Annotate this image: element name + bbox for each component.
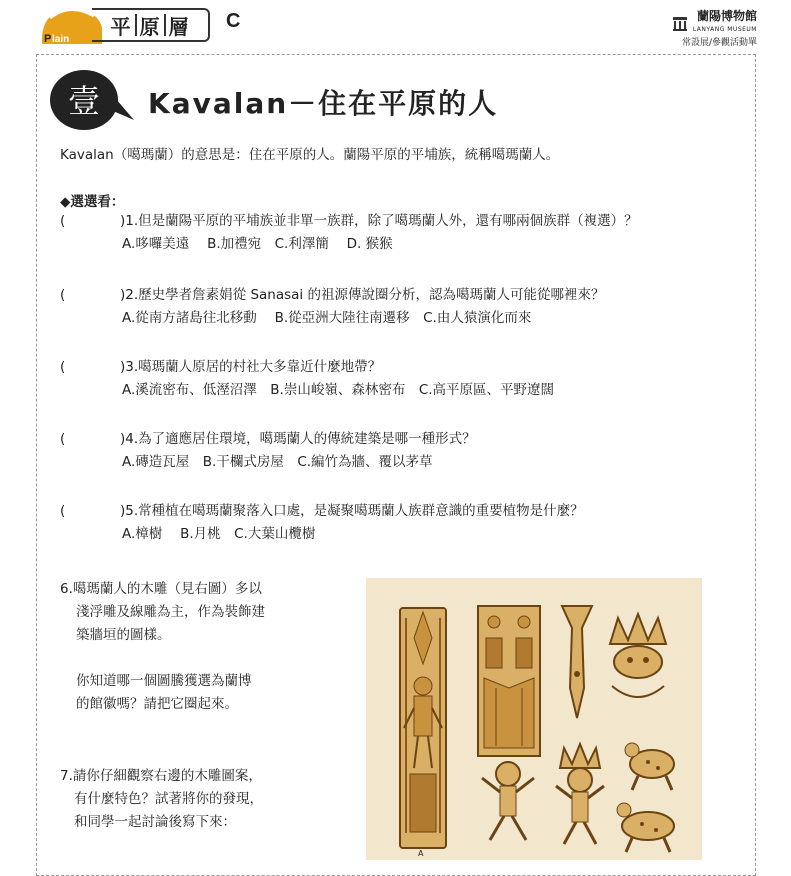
q6-line: 淺浮雕及線雕為主，作為裝飾建 (76, 604, 265, 620)
q6-line: 的館徽嗎？請把它圈起來。 (76, 696, 238, 712)
question-options: A.從南方諸島往北移動 B.從亞洲大陸往南遷移 C.由人猿演化而來 (122, 310, 532, 326)
q6-line: 築牆垣的圖樣。 (76, 627, 171, 643)
question-options: A.哆囉美遠 B.加禮宛 C.利澤簡 D. 猴猴 (122, 236, 393, 252)
wood-carving-illustration (366, 578, 702, 860)
worksheet-type: 常設展/參觀活動單 (681, 38, 757, 48)
museum-brand (672, 10, 757, 50)
question-options: A.樟樹 B.月桃 C.大葉山欖樹 (122, 526, 316, 542)
series-title (92, 8, 210, 42)
q7-line: 7.請你仔細觀察右邊的木雕圖案， (60, 768, 262, 784)
question-text: )4.為了適應居住環境，噶瑪蘭人的傳統建築是哪一種形式？ (120, 431, 476, 447)
question-text: )1.但是蘭陽平原的平埔族並非單一族群，除了噶瑪蘭人外，還有哪兩個族群（複選）？ (120, 213, 638, 229)
museum-logo-icon (672, 15, 688, 31)
title-char: 原 (139, 14, 161, 39)
carving-panel-b[interactable] (478, 606, 540, 756)
question-1 (60, 210, 638, 256)
section-badge-text: 壹 (67, 82, 101, 120)
museum-name-en: LANYANG MUSEUM (692, 26, 757, 33)
answer-blank[interactable]: ( (60, 503, 66, 519)
answer-blank[interactable]: ( (60, 213, 66, 229)
title-char: 層 (168, 14, 190, 39)
answer-blank[interactable]: ( (60, 359, 66, 375)
question-7 (60, 765, 263, 834)
q6-line: 你知道哪一個圖騰獲選為蘭博 (76, 673, 252, 689)
section-badge (44, 68, 138, 134)
svg-text:lain: lain (52, 34, 70, 45)
question-options: A.磚造瓦屋 B.干欄式房屋 C.編竹為牆、覆以茅草 (122, 454, 433, 470)
svg-text:P: P (44, 33, 52, 45)
section-title: Kavalan－住在平原的人 (148, 87, 499, 120)
question-text: )3.噶瑪蘭人原居的村社大多靠近什麼地帶？ (120, 359, 382, 375)
answer-blank[interactable]: ( (60, 287, 66, 303)
page-header (0, 0, 791, 52)
title-char: 平 (110, 14, 132, 39)
question-options: A.溪流密布、低溼沼澤 B.崇山峻嶺、森林密布 C.高平原區、平野遼闊 (122, 382, 555, 398)
question-4 (60, 428, 476, 474)
q7-line: 和同學一起討論後寫下來： (74, 814, 236, 830)
quiz-subhead: ◆選選看： (60, 194, 125, 210)
intro-text: Kavalan（噶瑪蘭）的意思是：住在平原的人。蘭陽平原的平埔族，統稱噶瑪蘭人。 (60, 147, 560, 163)
carving-post-a[interactable] (400, 608, 446, 858)
question-3 (60, 356, 554, 402)
q6-line: 6.噶瑪蘭人的木雕（見右圖）多以 (60, 581, 262, 597)
carving-caption: A (418, 849, 424, 858)
question-5 (60, 500, 584, 546)
answer-blank[interactable]: ( (60, 431, 66, 447)
question-6 (60, 578, 265, 716)
museum-name: 蘭陽博物館 (696, 9, 757, 23)
question-text: )2.歷史學者詹素娟從 Sanasai 的祖源傳說圈分析，認為噶瑪蘭人可能從哪裡來？ (120, 287, 605, 303)
question-text: )5.常種植在噶瑪蘭聚落入口處，是凝聚噶瑪蘭人族群意識的重要植物是什麼？ (120, 503, 584, 519)
series-letter: C (226, 10, 241, 32)
question-2 (60, 284, 604, 330)
q7-line: 有什麼特色？試著將你的發現， (74, 791, 263, 807)
